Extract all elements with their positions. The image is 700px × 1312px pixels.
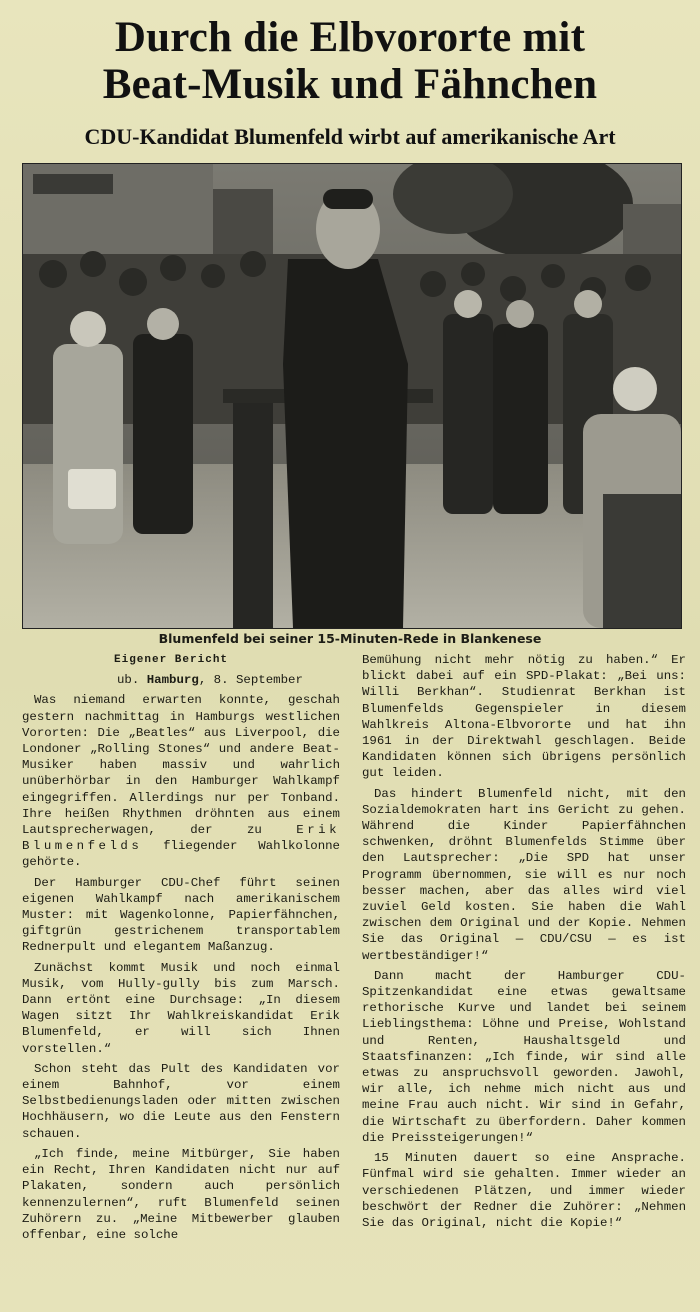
news-photo: [22, 163, 682, 629]
paragraph: Bemühung nicht mehr nötig zu haben.“ Er blickt dabei auf ein SPD-Plakat: „Bei uns: Willi Berkhan“. Studienrat Berkhan ist Blumenfelds Gegenspieler in diesem Wahlkreis Altona-Elbvororte und hat ihn 1961 in der Direktwahl geschlagen. Beide Kandidaten können sich übrigens persönlich gut leiden.: [362, 653, 686, 781]
article-column-right: [362, 652, 686, 1231]
paragraph: Zunächst kommt Musik und noch einmal Musik, vom Hully-gully bis zum Marsch. Dann ertönt eine Durchsage: „In diesem Wagen sitzt Ihr Wahlkreiskandidat Erik Blumenfeld, er will sich Ihnen vorstellen.“: [22, 960, 340, 1056]
byline-label: Eigener Bericht: [114, 654, 229, 666]
headline: [0, 14, 700, 108]
paragraph: Was niemand erwarten konnte, geschah gestern nachmittag in Hamburgs westlichen Vororten: Die „Beatles“ aus Liverpool, die Londoner „Rolling Stones“ und andere Beat-Musiker haben massiv und wahrlich unüberhörbar in den Hamburger Wahlkampf eingegriffen. Allerdings nur per Tonband. Ihre heißen Rhythmen dröhnten aus einem Lautsprecherwagen, der zu Erik Blumenfelds fliegender Wahlkolonne gehörte.: [22, 693, 341, 870]
dateline-prefix: ub.: [117, 673, 140, 688]
headline-line-2: Beat-Musik und Fähnchen: [102, 61, 598, 108]
paragraph: Der Hamburger CDU-Chef führt seinen eigenen Wahlkampf nach amerikanischem Muster: mit Wagenkolonne, Papierfähnchen, giftgrün gestrichenem transportablem Rednerpult und elegantem Maßanzug.: [22, 875, 340, 955]
dateline-city: Hamburg: [146, 673, 199, 688]
article-column-left: [22, 652, 340, 1243]
highlight-name: Erik Blumenfelds: [22, 823, 341, 854]
paragraph: Das hindert Blumenfeld nicht, mit den Sozialdemokraten hart ins Gericht zu gehen. Während die Kinder Papierfähnchen schwenken, dröhnt Blumenfelds Stimme über den Lautsprecher: „Die SPD hat unser Programm übernommen, sie will es nur noch besser machen, aber das alles wird viel zuviel Geld kosten. Sie haben die Wahl zwischen dem Original und der Kopie. Nehmen Sie das Original — CDU/CSU — es ist wertbeständiger!“: [362, 786, 686, 963]
dateline: [22, 672, 340, 688]
paragraph: Dann macht der Hamburger CDU-Spitzenkandidat eine etwas gewaltsame rethorische Kurve und landet bei seinem Lieblingsthema: Löhne und Preise, Wohlstand und Renten, Haushaltsgeld und Staatsfinanzen: „Ich finde, wir sind alle etwas zu anspruchsvoll geworden. Jawohl, wir alle, ich nehme mich nicht aus und meine Frau auch nicht. Wir sind in Gefahr, die Wirtschaft zu überfordern. Daher kommen die Preissteigerungen!“: [362, 968, 686, 1145]
paragraph: „Ich finde, meine Mitbürger, Sie haben ein Recht, Ihren Kandidaten nicht nur auf Plakaten, sondern auch persönlich kennenzulernen“, ruft Blumenfeld seinen Zuhörern zu. „Meine Mitbewerber glauben offenbar, eine solche: [22, 1146, 340, 1242]
paragraph: 15 Minuten dauert so eine Ansprache. Fünfmal wird sie gehalten. Immer wieder an verschiedenen Plätzen, und immer wieder beschwört der Redner die Zuhörer: „Nehmen Sie das Original, nicht die Kopie!“: [362, 1151, 686, 1230]
subheadline: CDU-Kandidat Blumenfeld wirbt auf amerikanische Art: [84, 124, 616, 149]
paragraph: Schon steht das Pult des Kandidaten vor einem Bahnhof, vor einem Selbstbedienungsladen oder mitten zwischen Hochhäusern, wo die Leute aus den Fenstern schauen.: [22, 1061, 340, 1141]
photo-caption: Blumenfeld bei seiner 15-Minuten-Rede in Blankenese: [158, 631, 542, 646]
dateline-date: , 8. September: [198, 673, 303, 688]
headline-line-1: Durch die Elbvororte mit: [114, 14, 586, 61]
